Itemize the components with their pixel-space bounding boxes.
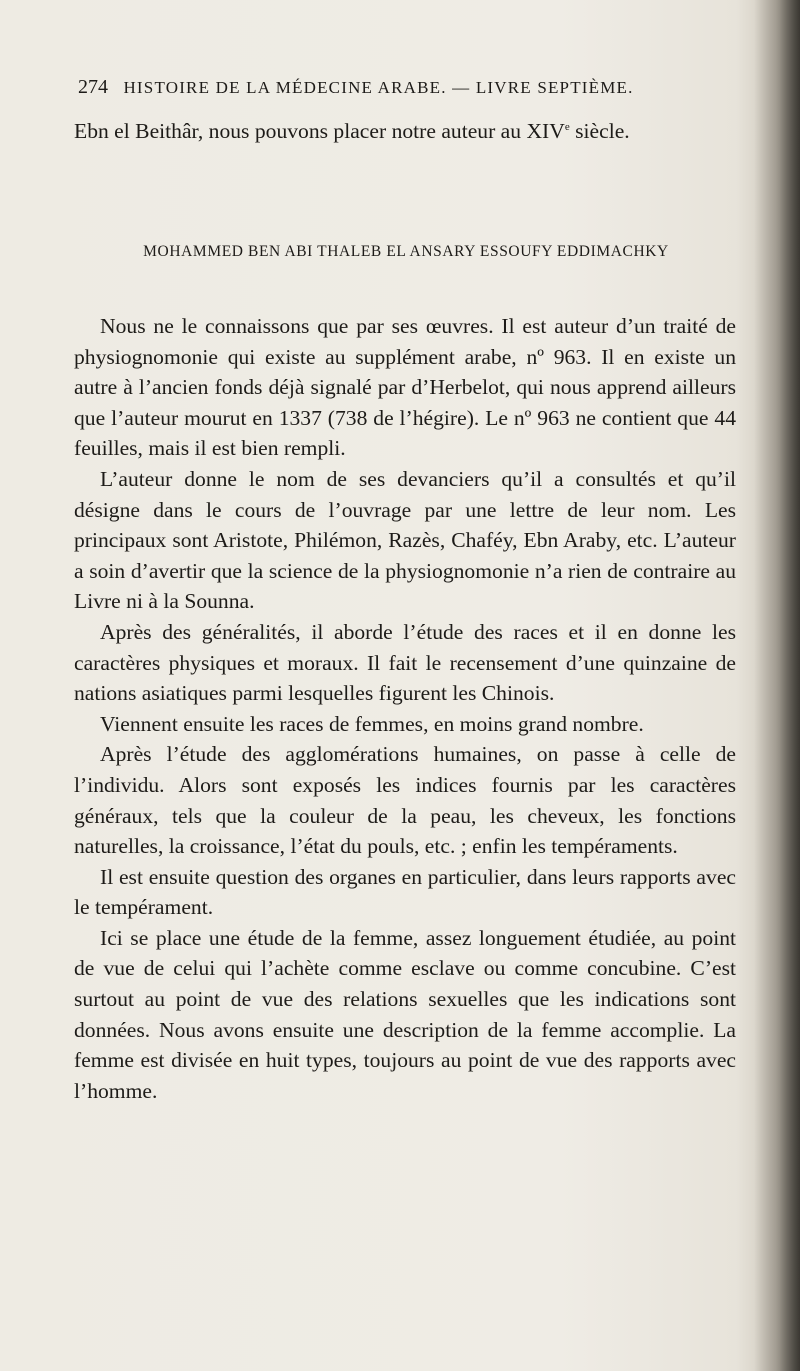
running-title: HISTOIRE DE LA MÉDECINE ARABE. — LIVRE SEPTIÈME. — [123, 78, 634, 97]
paragraph: Il est ensuite question des organes en particulier, dans leurs rapports avec le tempérament. — [74, 864, 736, 920]
paragraph: L’auteur donne le nom de ses devanciers qu’il a consultés et qu’il désigne dans le cours de l’ouvrage par une lettre de leur nom. Les principaux sont Aristote, Philémon, Razès, Chaféy, Ebn Araby, etc. L’auteur a soin d’avertir que la science de la physiognomonie n’a rien de contraire au Livre ni à la Sounna. — [74, 466, 736, 614]
paragraph: Ici se place une étude de la femme, assez longuement étudiée, au point de vue de celui qui l’achète comme esclave ou comme concubine. C’est surtout au point de vue des relations sexuelles que les indications sont données. Nous avons ensuite une description de la femme accomplie. La femme est divisée en huit types, toujours au point de vue des rapports avec l’homme. — [74, 925, 736, 1103]
running-header — [78, 76, 698, 99]
intro-text-end: siècle. — [569, 119, 630, 143]
paragraph: Après des généralités, il aborde l’étude des races et il en donne les caractères physiques et moraux. Il fait le recensement d’une quinzaine de nations asiatiques parmi lesquelles figurent les Chinois. — [74, 619, 736, 706]
spine-shadow — [754, 0, 800, 1371]
intro-continuation — [74, 118, 736, 144]
paragraph: Après l’étude des agglomérations humaines, on passe à celle de l’individu. Alors sont exposés les indices fournis par les caractères généraux, tels que la couleur de la peau, les cheveux, les fonctions naturelles, la croissance, l’état du pouls, etc. ; enfin les tempéraments. — [74, 742, 736, 859]
intro-text: Ebn el Beithâr, nous pouvons placer notre auteur au XIV — [74, 119, 565, 143]
page-number: 274 — [78, 76, 108, 98]
section-heading: MOHAMMED BEN ABI THALEB EL ANSARY ESSOUFY EDDIMACHKY — [143, 243, 669, 260]
paragraph: Viennent ensuite les races de femmes, en moins grand nombre. — [100, 711, 644, 736]
paragraph: Nous ne le connaissons que par ses œuvres. Il est auteur d’un traité de physiognomonie qui existe au supplément arabe, nº 963. Il en existe un autre à l’ancien fonds déjà signalé par d’Herbelot, qui nous apprend ailleurs que l’auteur mourut en 1337 (738 de l’hégire). Le nº 963 ne contient que 44 feuilles, mais il est bien rempli. — [74, 314, 736, 461]
century-superscript: e — [564, 120, 570, 133]
main-text — [74, 311, 736, 1106]
